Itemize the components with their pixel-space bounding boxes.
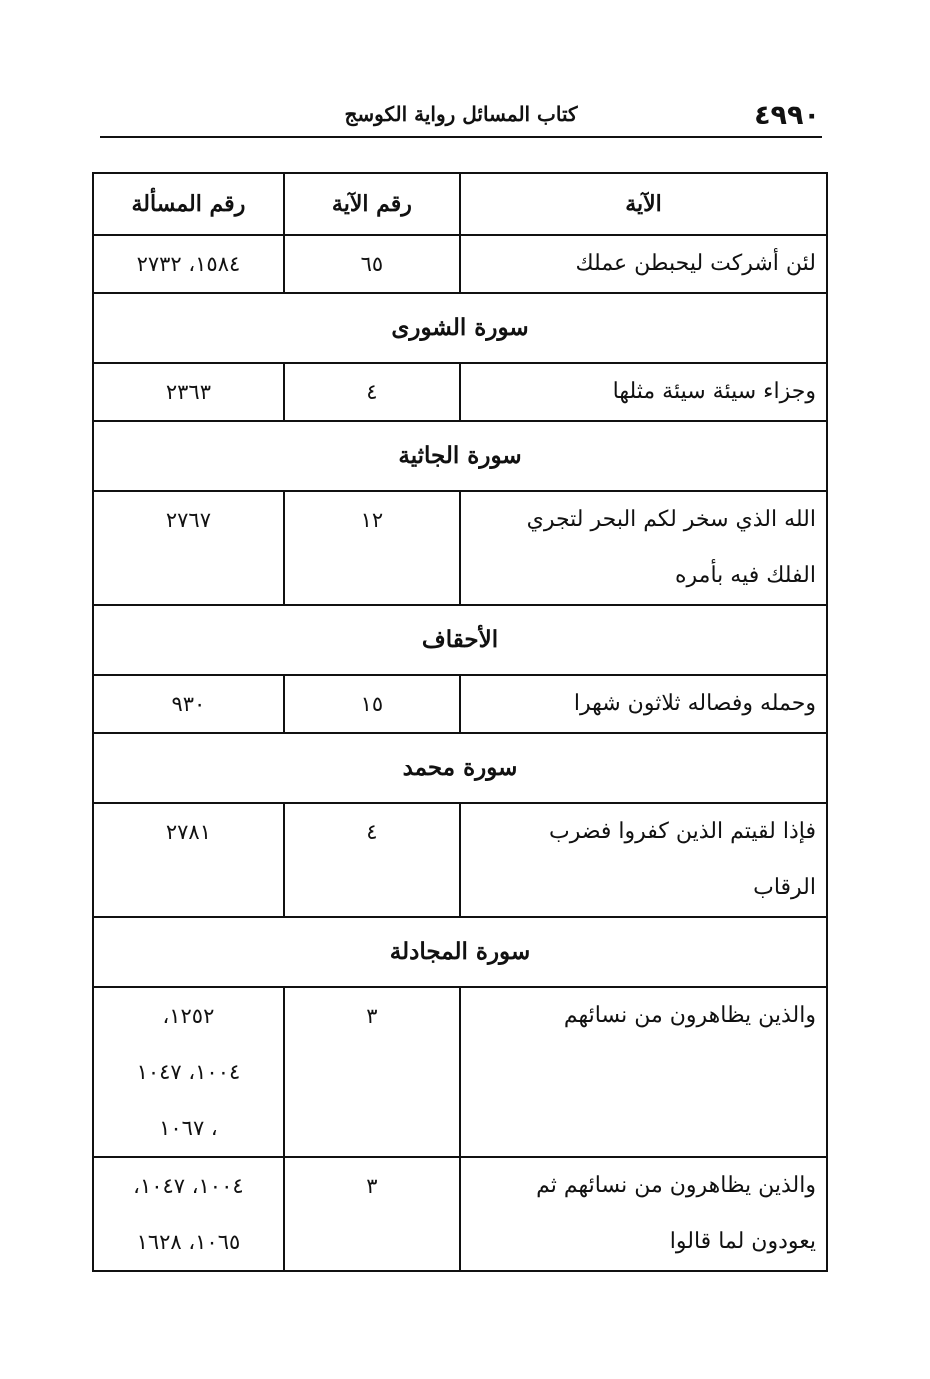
verse-line: يعودون لما قالوا xyxy=(669,1229,816,1254)
verse-text: والذين يظاهرون من نسائهم xyxy=(460,987,827,1157)
page-header xyxy=(100,92,822,138)
ayah-number: ٣ xyxy=(284,1157,460,1271)
verse-text: وجزاء سيئة سيئة مثلها xyxy=(460,363,827,421)
verse-text xyxy=(460,1157,827,1271)
issue-numbers xyxy=(93,1157,284,1271)
page-number: ٤٩٩٠ xyxy=(754,100,820,131)
issue-numbers: ٩٣٠ xyxy=(93,675,284,733)
verse-line: الله الذي سخر لكم البحر لتجري xyxy=(526,507,816,532)
ayah-number: ١٢ xyxy=(284,491,460,605)
surah-heading: سورة المجادلة xyxy=(93,917,827,987)
column-header-ayah-number: رقم الآية xyxy=(284,173,460,235)
verse-text: وحمله وفصاله ثلاثون شهرا xyxy=(460,675,827,733)
surah-heading-row xyxy=(93,605,827,675)
issue-line: ١٠٠٤، ١٠٤٧ xyxy=(136,1060,241,1084)
table-header-row xyxy=(93,173,827,235)
verse-line: فإذا لقيتم الذين كفروا فضرب xyxy=(548,819,816,844)
table-row xyxy=(93,675,827,733)
surah-heading: سورة الشورى xyxy=(93,293,827,363)
surah-heading: سورة الجاثية xyxy=(93,421,827,491)
verse-line: والذين يظاهرون من نسائهم ثم xyxy=(536,1173,816,1198)
ayah-number: ٤ xyxy=(284,803,460,917)
surah-heading-row xyxy=(93,293,827,363)
verse-text xyxy=(460,803,827,917)
issue-numbers: ١٥٨٤، ٢٧٣٢ xyxy=(93,235,284,293)
column-header-issue-number: رقم المسألة xyxy=(93,173,284,235)
surah-heading: الأحقاف xyxy=(93,605,827,675)
issue-line: ١٠٠٤، ١٠٤٧، xyxy=(133,1174,244,1198)
column-header-verse: الآية xyxy=(460,173,827,235)
issue-line: ١٢٥٢، xyxy=(162,1004,215,1028)
table-row xyxy=(93,803,827,917)
ayah-number: ٣ xyxy=(284,987,460,1157)
table-row xyxy=(93,235,827,293)
ayah-number: ١٥ xyxy=(284,675,460,733)
issue-line: ١٠٦٥، ١٦٢٨ xyxy=(136,1230,241,1254)
table-row xyxy=(93,363,827,421)
surah-heading-row xyxy=(93,421,827,491)
issue-line: ، ١٠٦٧ xyxy=(159,1116,218,1140)
table-row xyxy=(93,987,827,1157)
verse-text xyxy=(460,491,827,605)
surah-heading-row xyxy=(93,733,827,803)
surah-heading-row xyxy=(93,917,827,987)
ayah-number: ٦٥ xyxy=(284,235,460,293)
surah-heading: سورة محمد xyxy=(93,733,827,803)
ayah-number: ٤ xyxy=(284,363,460,421)
verse-text: لئن أشركت ليحبطن عملك xyxy=(460,235,827,293)
verses-table xyxy=(92,172,828,1272)
table-row xyxy=(93,491,827,605)
issue-numbers xyxy=(93,987,284,1157)
verse-line: الرقاب xyxy=(753,875,816,900)
issue-numbers: ٢٣٦٣ xyxy=(93,363,284,421)
running-title: كتاب المسائل رواية الكوسج xyxy=(344,102,578,126)
verse-line: الفلك فيه بأمره xyxy=(675,563,816,588)
table-row xyxy=(93,1157,827,1271)
issue-numbers: ٢٧٨١ xyxy=(93,803,284,917)
issue-numbers: ٢٧٦٧ xyxy=(93,491,284,605)
